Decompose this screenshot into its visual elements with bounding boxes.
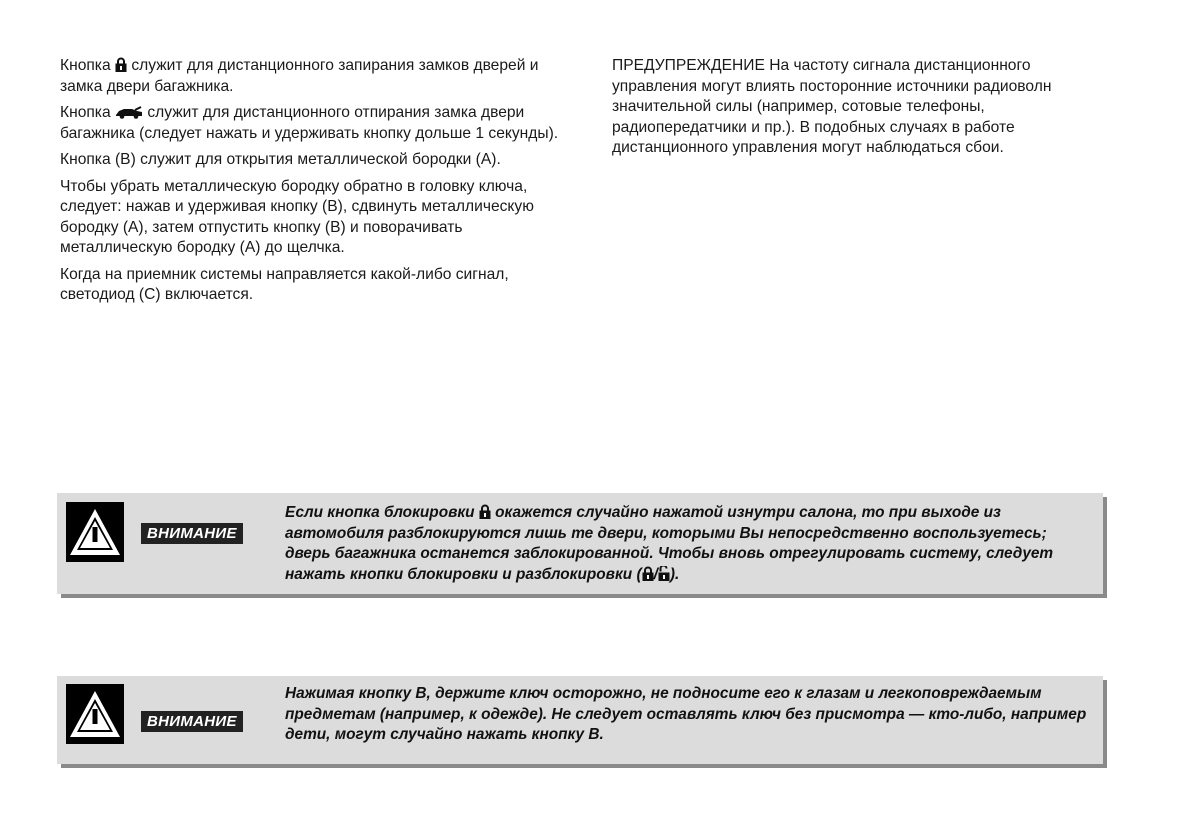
paragraph-led: Когда на приемник системы направляется какой-либо сигнал, светодиод (C) включается.	[60, 265, 509, 303]
warning-text: Нажимая кнопку B, держите ключ осторожно, не подносите его к глазам и легкоповреждаемым предметам (например, к одежде). Не следует оставлять ключ без присмотра — кто-либо, например дети, могут случайно нажать кнопку B.	[285, 685, 1087, 743]
right-column	[612, 56, 1112, 165]
warning-badge: ВНИМАНИЕ	[141, 711, 243, 732]
warning-triangle-icon	[66, 684, 124, 744]
padlock-open-icon	[658, 566, 670, 581]
warning-triangle-icon	[66, 502, 124, 562]
warning-box-1	[57, 493, 1103, 594]
paragraph-lock-button: Кнопка служит для дистанционного запирания замков дверей и замка двери багажника.	[60, 57, 539, 95]
car-trunk-open-icon	[115, 106, 143, 119]
warning-box-2	[57, 676, 1103, 764]
paragraph-trunk-button: Кнопка служит для дистанционного отпирания замка двери багажника (следует нажать и удерживать кнопку дольше 1 секунды).	[60, 104, 559, 142]
warning-badge: ВНИМАНИЕ	[141, 523, 243, 544]
paragraph-button-b: Кнопка (B) служит для открытия металлической бородки (A).	[60, 151, 501, 168]
warning-text: Если кнопка блокировки окажется случайно нажатой изнутри салона, то при выходе из автомобиля разблокируются лишь те двери, которыми Вы непосредственно воспользуетесь; дверь багажника останется заблокированной. Чтобы вновь отрегулировать систему, следует нажать кнопки блокировки и разблокировки ( / ).	[285, 504, 1054, 583]
padlock-closed-icon	[479, 504, 491, 519]
paragraph-radio-warning: ПРЕДУПРЕЖДЕНИЕ На частоту сигнала дистанционного управления могут влиять посторонние источники радиоволн значительной силы (например, сотовые телефоны, радиопередатчики и пр.). В подобных случаях в работе дистанционного управления могут наблюдаться сбои.	[612, 57, 1052, 156]
padlock-closed-icon	[115, 57, 127, 72]
left-column	[60, 56, 560, 312]
paragraph-retract-blade: Чтобы убрать металлическую бородку обратно в головку ключа, следует: нажав и удерживая кнопку (B), сдвинуть металлическую бородку (A), затем отпустить кнопку (B) и поворачивать металлическую бородку (A) до щелчка.	[60, 177, 534, 256]
padlock-closed-icon	[642, 566, 654, 581]
